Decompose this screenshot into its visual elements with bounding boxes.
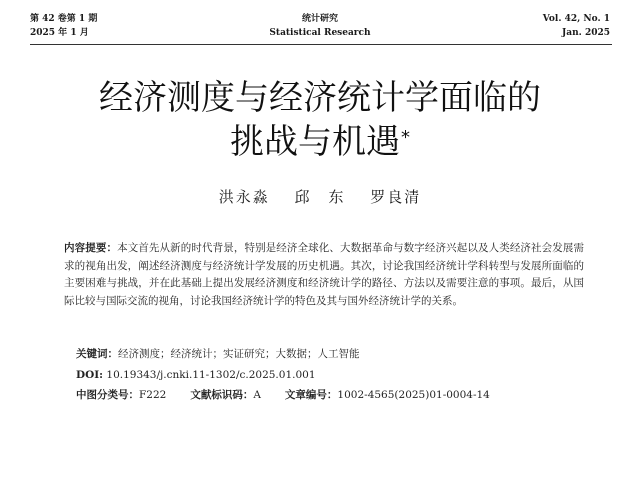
journal-volume-header-en xyxy=(543,12,610,40)
doi xyxy=(76,367,316,383)
author-name: 邱 东 xyxy=(294,188,346,206)
journal-name-en: Statistical Research xyxy=(269,28,371,38)
classification-line xyxy=(76,387,490,403)
abstract xyxy=(64,240,584,310)
keywords-label: 关键词： xyxy=(76,348,118,360)
author-name: 罗良清 xyxy=(370,188,422,206)
author-name: 洪永淼 xyxy=(218,188,270,206)
keywords xyxy=(76,346,360,362)
doc-code-label: 文献标识码： xyxy=(190,389,254,401)
title-line-2-text: 挑战与机遇 xyxy=(230,122,400,162)
journal-name-cn: 统计研究 xyxy=(301,14,338,24)
article-title xyxy=(0,76,640,164)
clc-label: 中图分类号： xyxy=(76,389,139,401)
doi-link[interactable]: 10.19343/j.cnki.11-1302/c.2025.01.001 xyxy=(106,369,316,381)
abstract-label: 内容提要： xyxy=(64,242,118,254)
volume-number-en: Vol. 42, No. 1 xyxy=(542,14,610,24)
doi-label: DOI: xyxy=(76,369,104,381)
volume-issue: 第 42 卷第 1 期 xyxy=(30,14,98,24)
clc-value: F222 xyxy=(139,389,167,401)
issue-date-en: Jan. 2025 xyxy=(562,28,610,38)
doc-code-value: A xyxy=(253,389,261,401)
author-list xyxy=(0,186,640,207)
title-footnote-mark: * xyxy=(401,127,410,148)
title-line-1: 经济测度与经济统计学面临的 xyxy=(99,78,541,118)
issue-date-cn: 2025 年 1 月 xyxy=(30,28,89,38)
title-line-2 xyxy=(0,120,640,164)
abstract-paragraph xyxy=(64,240,584,310)
abstract-text: 本文首先从新的时代背景，特别是经济全球化、大数据革命与数字经济兴起以及人类经济社会发展需求的视角出发，阐述经济测度与经济统计学发展的历史机遇。其次，讨论我国经济统计学科转型与发展所面临的主要困难与挑战，并在此基础上提出发展经济测度和经济统计学的路径、方法以及需要注意的事项。最后，从国际比较与国际交流的视角，讨论我国经济统计学的特色及其与国外经济统计学的关系。 xyxy=(64,242,585,307)
article-number-label: 文章编号： xyxy=(284,389,338,401)
header-rule xyxy=(30,44,612,45)
keywords-value: 经济测度；经济统计；实证研究；大数据；人工智能 xyxy=(118,348,360,360)
article-number-value: 1002-4565(2025)01-0004-14 xyxy=(337,389,490,401)
